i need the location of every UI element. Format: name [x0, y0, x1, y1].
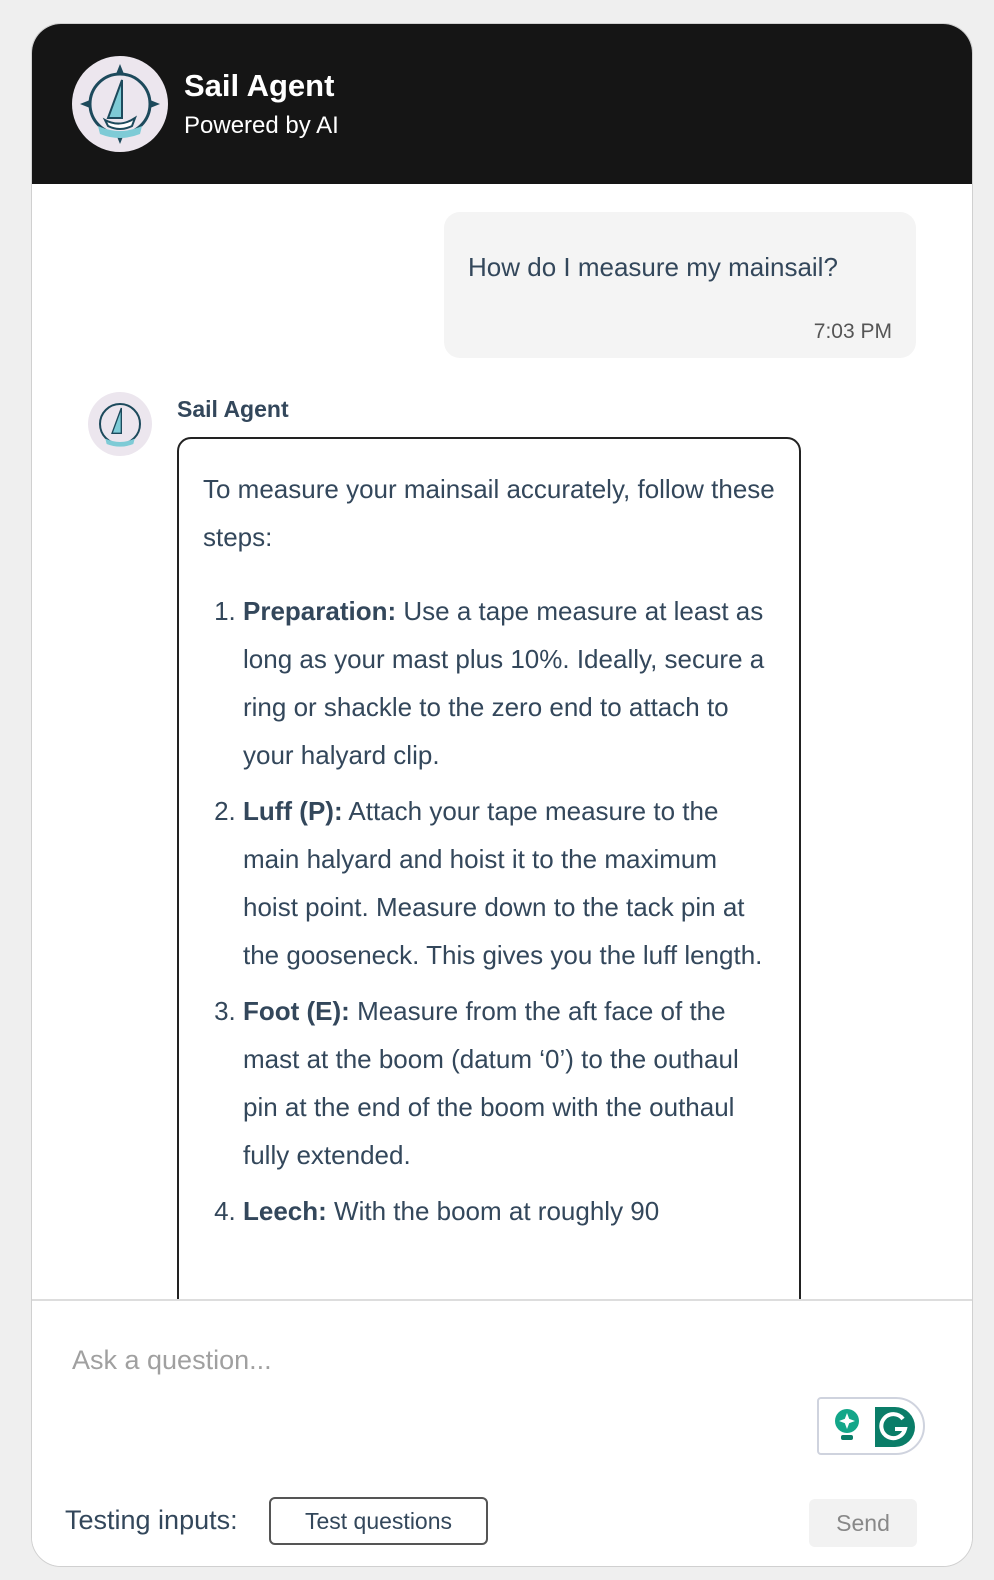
- bot-intro: To measure your mainsail accurately, follow these steps:: [203, 474, 775, 552]
- header-subtitle: Powered by AI: [184, 112, 339, 139]
- sail-agent-logo: [72, 56, 168, 152]
- message-list[interactable]: [32, 184, 972, 1299]
- step-text: Attach your tape measure to the main halyard and hoist it to the maximum hoist point. Measure down to the tack pin at the gooseneck. This gives you the luff length.: [243, 796, 763, 970]
- bot-name: Sail Agent: [177, 396, 289, 422]
- grammarly-widget[interactable]: [817, 1397, 925, 1455]
- header-title: Sail Agent: [184, 68, 335, 103]
- step-item: [243, 987, 775, 1179]
- user-message-text: How do I measure my mainsail?: [468, 252, 838, 282]
- test-questions-button[interactable]: Test questions: [269, 1497, 488, 1545]
- step-item: [243, 1187, 775, 1235]
- step-title: Leech:: [243, 1196, 327, 1226]
- step-title: Luff (P):: [243, 796, 343, 826]
- step-text: Use a tape measure at least as long as your mast plus 10%. Ideally, secure a ring or shackle to the zero end to attach to your halyard clip.: [243, 596, 765, 770]
- testing-inputs-label: Testing inputs:: [65, 1505, 238, 1535]
- step-title: Foot (E):: [243, 996, 350, 1026]
- user-message: [444, 212, 916, 358]
- send-button[interactable]: Send: [809, 1499, 917, 1547]
- step-text: Measure from the aft face of the mast at the boom (datum ‘0’) to the outhaul pin at the end of the boom with the outhaul fully extended.: [243, 996, 739, 1170]
- step-item: [243, 787, 775, 979]
- step-title: Preparation:: [243, 596, 397, 626]
- steps-list: [203, 587, 775, 1235]
- chat-window: [31, 23, 973, 1567]
- chat-header: [32, 24, 972, 184]
- composer: [32, 1299, 972, 1567]
- question-input[interactable]: Ask a question...: [72, 1345, 272, 1375]
- bot-message: [177, 437, 801, 1299]
- message-timestamp: 7:03 PM: [813, 320, 892, 343]
- step-text: With the boom at roughly 90: [326, 1196, 660, 1226]
- step-item: [243, 587, 775, 779]
- bot-avatar: [88, 392, 152, 456]
